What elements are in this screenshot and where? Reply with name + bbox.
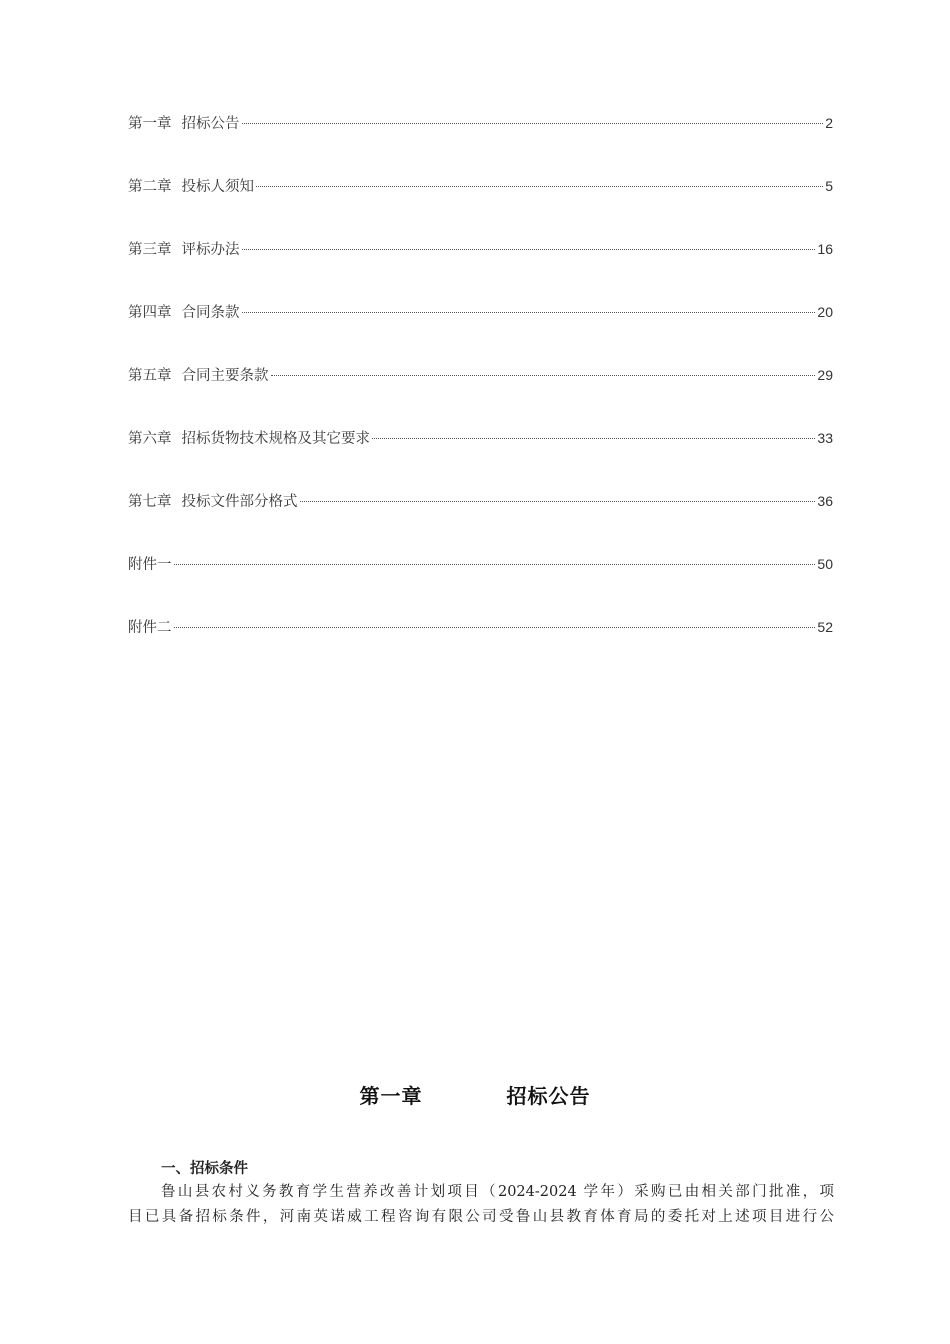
toc-chapter-number: 第六章	[128, 431, 172, 447]
toc-chapter-number: 第一章	[128, 116, 172, 132]
toc-page-number: 20	[817, 304, 833, 320]
toc-entry-title	[128, 361, 269, 391]
toc-leader-dots	[256, 186, 823, 187]
toc-entry[interactable]	[128, 612, 833, 675]
table-of-contents	[128, 108, 833, 675]
toc-page-number: 29	[817, 367, 833, 383]
toc-leader-dots	[242, 312, 816, 313]
toc-leader-dots	[242, 249, 816, 250]
toc-leader-dots	[372, 438, 815, 439]
toc-chapter-title: 附件一	[128, 557, 172, 573]
toc-entry[interactable]	[128, 171, 833, 234]
toc-entry-title	[128, 109, 240, 139]
toc-entry-title	[128, 487, 298, 517]
toc-chapter-number: 第四章	[128, 305, 172, 321]
toc-entry[interactable]	[128, 423, 833, 486]
toc-entry[interactable]	[128, 360, 833, 423]
paragraph-line: 目已具备招标条件，河南英诺威工程咨询有限公司受鲁山县教育体育局的委托对上述项目进行公	[128, 1209, 834, 1225]
paragraph-line: 鲁山县农村义务教育学生营养改善计划项目（2024-2024 学年）采购已由相关部门批准，项	[161, 1184, 834, 1200]
toc-entry-title	[128, 298, 240, 328]
toc-entry-title	[128, 550, 172, 580]
section-body	[128, 1180, 834, 1230]
toc-chapter-title: 附件二	[128, 620, 172, 636]
chapter-heading-number: 第一章	[359, 1084, 423, 1108]
toc-leader-dots	[271, 375, 816, 376]
chapter-heading-title: 招标公告	[506, 1084, 591, 1108]
toc-entry[interactable]	[128, 297, 833, 360]
toc-chapter-number: 第二章	[128, 179, 172, 195]
tender-conditions-section	[128, 1158, 834, 1230]
toc-chapter-title: 投标文件部分格式	[181, 494, 298, 510]
toc-page-number: 36	[817, 493, 833, 509]
toc-entry[interactable]	[128, 486, 833, 549]
toc-entry-title	[128, 613, 172, 643]
section-title: 一、招标条件	[161, 1161, 248, 1177]
toc-chapter-title: 投标人须知	[181, 179, 254, 195]
toc-leader-dots	[300, 501, 816, 502]
toc-chapter-title: 招标货物技术规格及其它要求	[181, 431, 370, 447]
chapter-heading	[0, 1080, 950, 1109]
toc-chapter-title: 合同条款	[181, 305, 240, 321]
toc-entry[interactable]	[128, 234, 833, 297]
toc-entry[interactable]	[128, 108, 833, 171]
toc-page-number: 16	[817, 241, 833, 257]
toc-leader-dots	[174, 627, 816, 628]
toc-chapter-title: 招标公告	[181, 116, 240, 132]
toc-chapter-title: 评标办法	[181, 242, 240, 258]
toc-chapter-number: 第七章	[128, 494, 172, 510]
toc-entry[interactable]	[128, 549, 833, 612]
toc-chapter-number: 第五章	[128, 368, 172, 384]
toc-entry-title	[128, 424, 370, 454]
toc-chapter-title: 合同主要条款	[181, 368, 269, 384]
toc-entry-title	[128, 172, 254, 202]
toc-leader-dots	[242, 123, 824, 124]
toc-entry-title	[128, 235, 240, 265]
toc-page-number: 2	[825, 115, 833, 131]
toc-chapter-number: 第三章	[128, 242, 172, 258]
toc-page-number: 50	[817, 556, 833, 572]
toc-page-number: 33	[817, 430, 833, 446]
toc-leader-dots	[174, 564, 816, 565]
toc-page-number: 5	[825, 178, 833, 194]
toc-page-number: 52	[817, 619, 833, 635]
